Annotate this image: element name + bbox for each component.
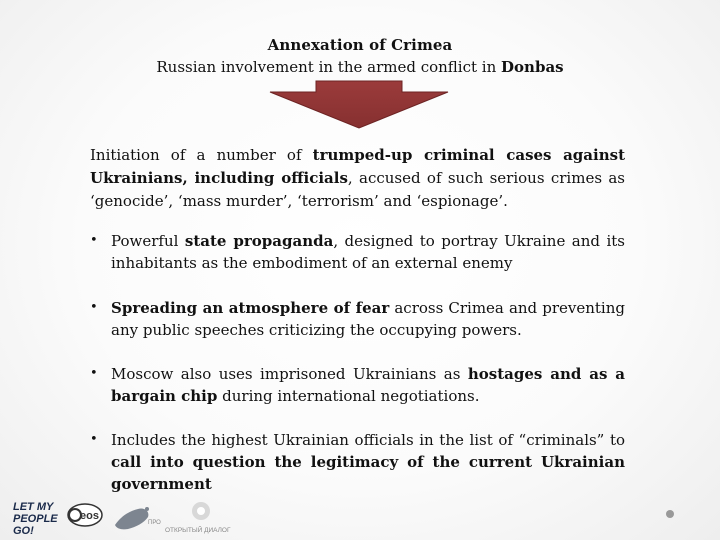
- down-arrow-icon: [268, 80, 450, 130]
- bullet-item: • Includes the highest Ukrainian officials in the list of “criminals” to call into question the legitimacy of the current Ukrainian government: [88, 429, 625, 495]
- svg-text:ПРО: ПРО: [148, 520, 161, 526]
- subtitle-bold: Donbas: [501, 58, 564, 76]
- svg-text:ОТКРЫТЫЙ ДИАЛОГ: ОТКРЫТЫЙ ДИАЛОГ: [165, 527, 231, 534]
- bullet-list: [88, 230, 625, 495]
- svg-text:PEOPLE: PEOPLE: [13, 513, 58, 525]
- eos-logo: [68, 504, 102, 526]
- bullet-item: • Powerful state propaganda, designed to portray Ukraine and its inhabitants as the embodiment of an external enemy: [88, 230, 625, 274]
- slide-title: Annexation of Crimea: [267, 36, 453, 54]
- svg-text:LET MY: LET MY: [13, 501, 54, 513]
- slide-subtitle: [0, 58, 720, 76]
- intro-paragraph: Initiation of a number of trumped-up criminal cases against Ukrainians, including officials, accused of such serious crimes as ‘genocide’, ‘mass murder’, ‘terrorism’ and ‘espionage’.: [90, 146, 626, 210]
- bullet-item: • Spreading an atmosphere of fear across Crimea and preventing any public speeches criticizing the occupying powers.: [88, 297, 625, 341]
- open-dialog-logo: [165, 502, 231, 534]
- bullet-item: • Moscow also uses imprisoned Ukrainians as hostages and as a bargain chip during international negotiations.: [88, 363, 625, 407]
- subtitle-plain: Russian involvement in the armed conflict in: [156, 58, 502, 76]
- svg-text:eos: eos: [80, 510, 99, 522]
- ukraine-map-logo: [115, 507, 161, 529]
- svg-text:GO!: GO!: [13, 525, 34, 537]
- footer-logos: [10, 497, 260, 537]
- page-indicator-dot: [666, 510, 674, 518]
- let-my-people-go-logo: [13, 501, 58, 537]
